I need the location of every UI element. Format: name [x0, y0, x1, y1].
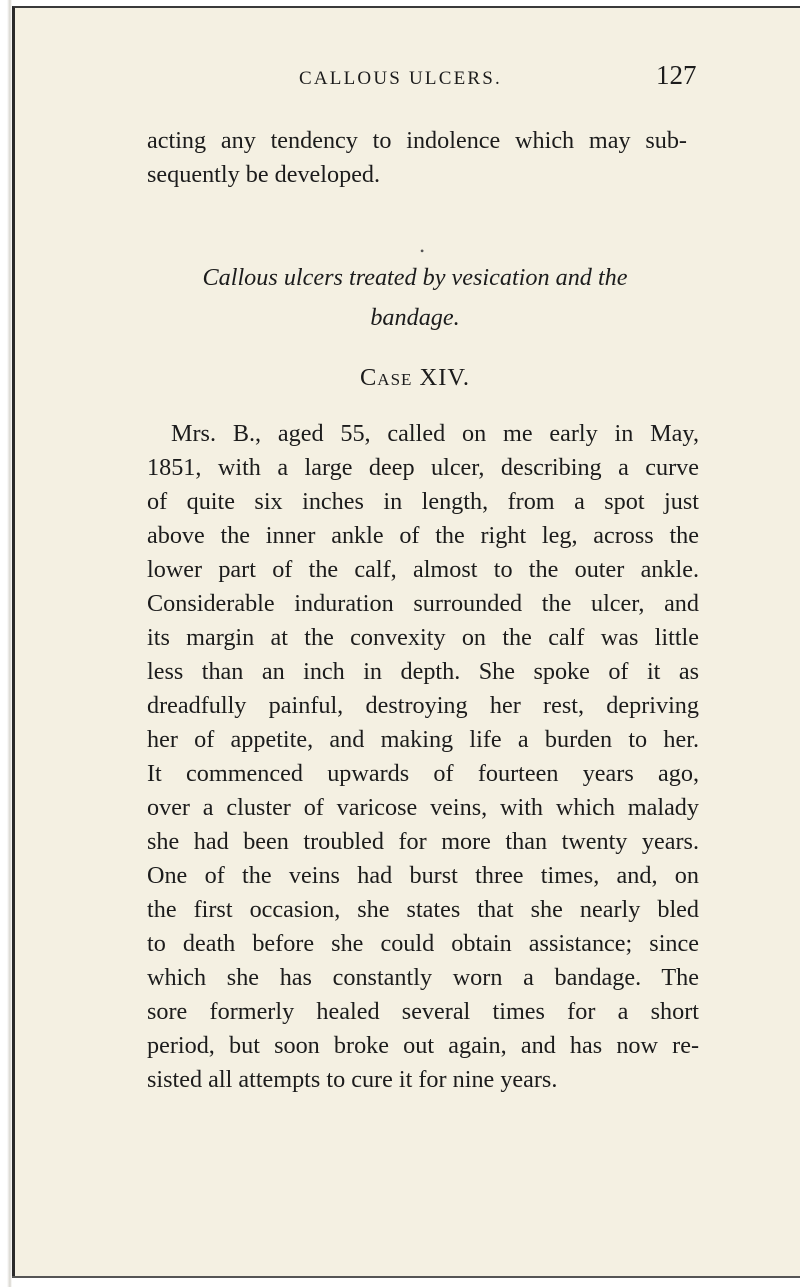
page-bottom-edge	[12, 1276, 800, 1278]
page-gutter	[0, 0, 12, 1287]
intro-line-2: sequently be developed.	[147, 161, 381, 188]
body-line-1: Mrs. B., aged 55, called on me early in May,	[171, 420, 699, 447]
body-line-8: less than an inch in depth. She spoke of it as	[147, 658, 699, 685]
body-line-7: its margin at the convexity on the calf was little	[147, 624, 699, 651]
body-line-14: One of the veins had burst three times, and, on	[147, 862, 699, 889]
intro-line-1: acting any tendency to indolence which may sub-	[147, 127, 687, 154]
body-line-13: she had been troubled for more than twenty years.	[147, 828, 699, 855]
body-line-17: which she has constantly worn a bandage. The	[147, 964, 699, 991]
body-line-19: period, but soon broke out again, and has now re-	[147, 1032, 699, 1059]
section-title-line-2: bandage.	[370, 304, 460, 331]
body-line-12: over a cluster of varicose veins, with which malady	[147, 794, 699, 821]
body-line-18: sore formerly healed several times for a short	[147, 998, 699, 1025]
case-heading: Case XIV.	[359, 364, 471, 391]
book-page	[12, 6, 800, 1278]
body-line-3: of quite six inches in length, from a spot just	[147, 488, 699, 515]
body-line-9: dreadfully painful, destroying her rest, depriving	[147, 692, 699, 719]
body-line-5: lower part of the calf, almost to the outer ankle.	[147, 556, 699, 583]
body-line-2: 1851, with a large deep ulcer, describing a curve	[147, 454, 699, 481]
page-header	[15, 60, 800, 100]
body-line-4: above the inner ankle of the right leg, across the	[147, 522, 699, 549]
page-number: 127	[656, 60, 697, 90]
body-line-11: It commenced upwards of fourteen years ago,	[147, 760, 699, 787]
body-line-20: sisted all attempts to cure it for nine years.	[147, 1066, 558, 1093]
running-head: CALLOUS ULCERS.	[299, 68, 502, 89]
body-line-10: her of appetite, and making life a burden to her.	[147, 726, 699, 753]
body-line-16: to death before she could obtain assistance; since	[147, 930, 699, 957]
ornament: •	[420, 244, 425, 258]
body-line-6: Considerable induration surrounded the ulcer, and	[147, 590, 699, 617]
section-title-line-1: Callous ulcers treated by vesication and the	[202, 264, 628, 291]
body-line-15: the first occasion, she states that she nearly bled	[147, 896, 699, 923]
